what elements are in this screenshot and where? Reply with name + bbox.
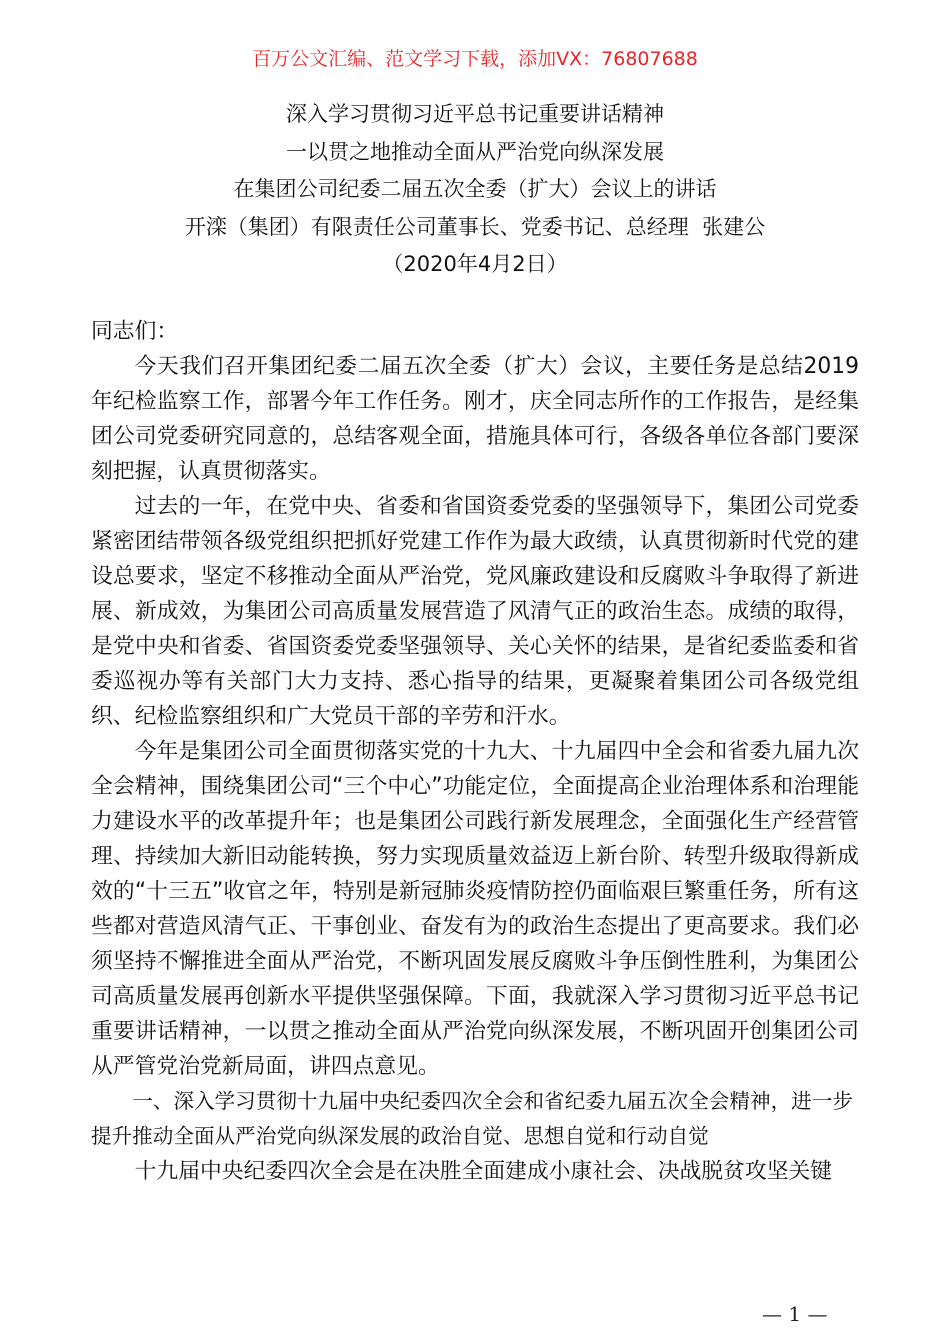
title-line-1: 深入学习贯彻习近平总书记重要讲话精神 [286,102,664,126]
speaker-line: 开滦（集团）有限责任公司董事长、党委书记、总经理 张建公 [184,214,766,239]
paragraph-2: 过去的一年，在党中央、省委和省国资委党委的坚强领导下，集团公司党委紧密团结带领各级党组织把抓好党建工作作为最大政绩，认真贯彻新时代党的建设总要求，坚定不移推动全面从严治党，党风廉政建设和反腐败斗争取得了新进展、新成效，为集团公司高质量发展营造了风清气正的政治生态。成绩的取得，是党中央和省委、省国资委党委坚强领导、关心关怀的结果，是省纪委监委和省委巡视办等有关部门大力支持、悉心指导的结果，更凝聚着集团公司各级党组织、纪检监察组织和广大党员干部的辛劳和汗水。 [91,494,859,729]
page-number: — 1 — [762,1302,828,1326]
speech-title-block [0,96,950,284]
title-line-2: 一以贯之地推动全面从严治党向纵深发展 [286,139,664,164]
promo-banner: 百万公文汇编、范文学习下载，添加VX：76807688 [252,48,698,70]
speech-body [91,314,859,1189]
title-line-3: 在集团公司纪委二届五次全委（扩大）会议上的讲话 [233,177,717,201]
paragraph-1: 今天我们召开集团纪委二届五次全委（扩大）会议，主要任务是总结2019年纪检监察工作，部署今年工作任务。刚才，庆全同志所作的工作报告，是经集团公司党委研究同意的，总结客观全面，措施具体可行，各级各单位各部门要深刻把握，认真贯彻落实。 [91,354,859,484]
speech-date: （2020年4月2日） [382,252,568,276]
section-1-heading: 一、深入学习贯彻十九届中央纪委四次全会和省纪委九届五次全会精神，进一步提升推动全面从严治党向纵深发展的政治自觉、思想自觉和行动自觉 [91,1089,853,1148]
paragraph-4: 十九届中央纪委四次全会是在决胜全面建成小康社会、决战脱贫攻坚关键 [134,1159,833,1184]
salutation: 同志们： [91,319,179,344]
paragraph-3: 今年是集团公司全面贯彻落实党的十九大、十九届四中全会和省委九届九次全会精神，围绕集团公司“三个中心”功能定位，全面提高企业治理体系和治理能力建设水平的改革提升年；也是集团公司践行新发展理念，全面强化生产经营管理、持续加大新旧动能转换，努力实现质量效益迈上新台阶、转型升级取得新成效的“十三五”收官之年，特别是新冠肺炎疫情防控仍面临艰巨繁重任务，所有这些都对营造风清气正、干事创业、奋发有为的政治生态提出了更高要求。我们必须坚持不懈推进全面从严治党，不断巩固发展反腐败斗争压倒性胜利，为集团公司高质量发展再创新水平提供坚强保障。下面，我就深入学习贯彻习近平总书记重要讲话精神，一以贯之推动全面从严治党向纵深发展，不断巩固开创集团公司从严管党治党新局面，讲四点意见。 [91,739,859,1079]
